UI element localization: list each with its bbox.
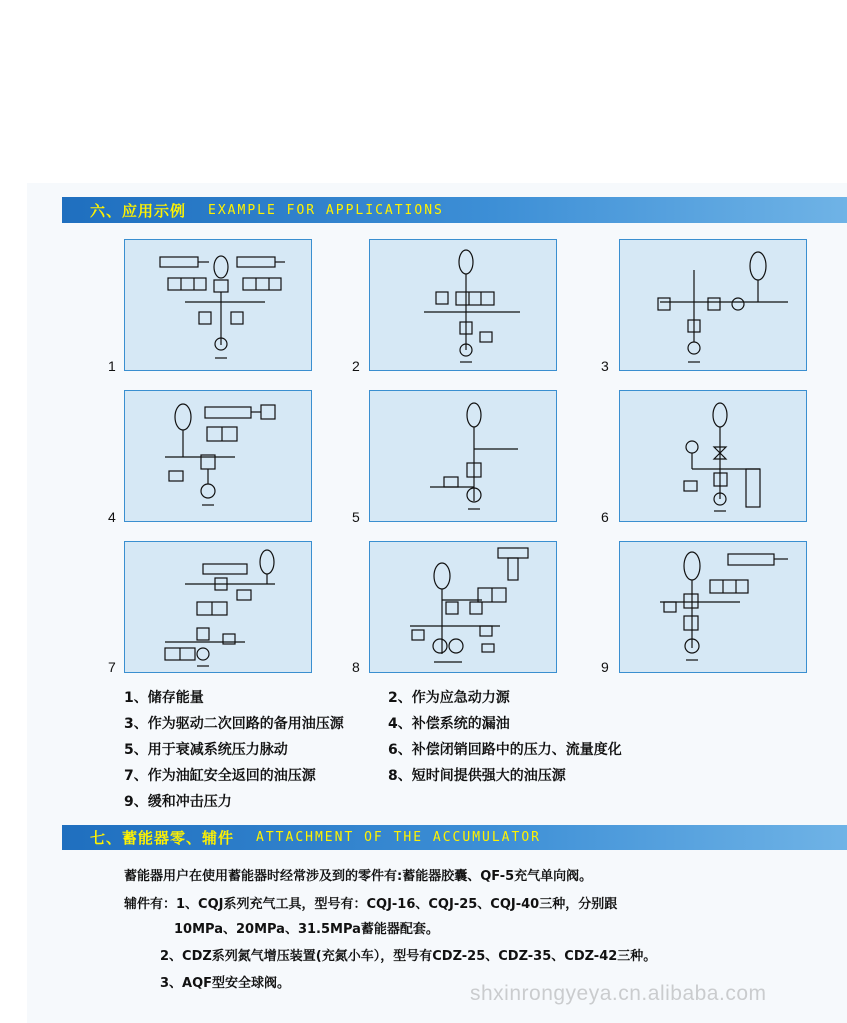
diagram-panel-5 [369,390,557,522]
attachment-line-4: 3、AQF型安全球阀。 [160,976,291,991]
diagram-panel-1 [124,239,312,371]
diagram-panel-9 [619,541,807,673]
figure-number-1: 1 [108,358,116,374]
figure-number-9: 9 [601,659,609,675]
attachment-line-3: 2、CDZ系列氮气增压装置(充氮小车），型号有CDZ-25、CDZ-35、CDZ-42三种。 [160,949,657,964]
diagram-panel-7 [124,541,312,673]
application-item-9: 9、缓和冲击压力 [124,794,232,810]
application-item-4: 4、补偿系统的漏油 [388,716,510,732]
figure-number-5: 5 [352,509,360,525]
figure-number-8: 8 [352,659,360,675]
application-item-8: 8、短时间提供强大的油压源 [388,768,566,784]
figure-number-2: 2 [352,358,360,374]
diagram-panel-3 [619,239,807,371]
figure-number-7: 7 [108,659,116,675]
section-header-attachments [62,825,847,850]
diagram-panel-4 [124,390,312,522]
section-title-cn: 六、应用示例 [90,201,187,220]
figure-number-6: 6 [601,509,609,525]
figure-number-3: 3 [601,358,609,374]
application-item-3: 3、作为驱动二次回路的备用油压源 [124,716,344,732]
application-item-6: 6、补偿闭销回路中的压力、流量度化 [388,742,622,758]
attachment-line-2: 10MPa、20MPa、31.5MPa蓄能器配套。 [174,922,439,937]
diagram-panel-2 [369,239,557,371]
section-title-cn: 七、蓄能器零、辅件 [90,829,235,847]
section-title-en: ATTACHMENT OF THE ACCUMULATOR [256,830,541,845]
section-header-applications [62,197,847,223]
watermark: shxinrongyeya.cn.alibaba.com [470,982,767,1005]
attachment-intro: 蓄能器用户在使用蓄能器时经常涉及到的零件有:蓄能器胶囊、QF-5充气单向阀。 [124,869,593,884]
diagram-panel-8 [369,541,557,673]
section-title-en: EXAMPLE FOR APPLICATIONS [208,202,444,218]
attachment-line-1: 辅件有：1、CQJ系列充气工具，型号有：CQJ-16、CQJ-25、CQJ-40三种，分别跟 [124,897,618,912]
diagram-panel-6 [619,390,807,522]
application-item-7: 7、作为油缸安全返回的油压源 [124,768,316,784]
figure-number-4: 4 [108,509,116,525]
application-item-2: 2、作为应急动力源 [388,690,510,706]
application-item-5: 5、用于衰减系统压力脉动 [124,742,288,758]
application-item-1: 1、储存能量 [124,690,204,706]
